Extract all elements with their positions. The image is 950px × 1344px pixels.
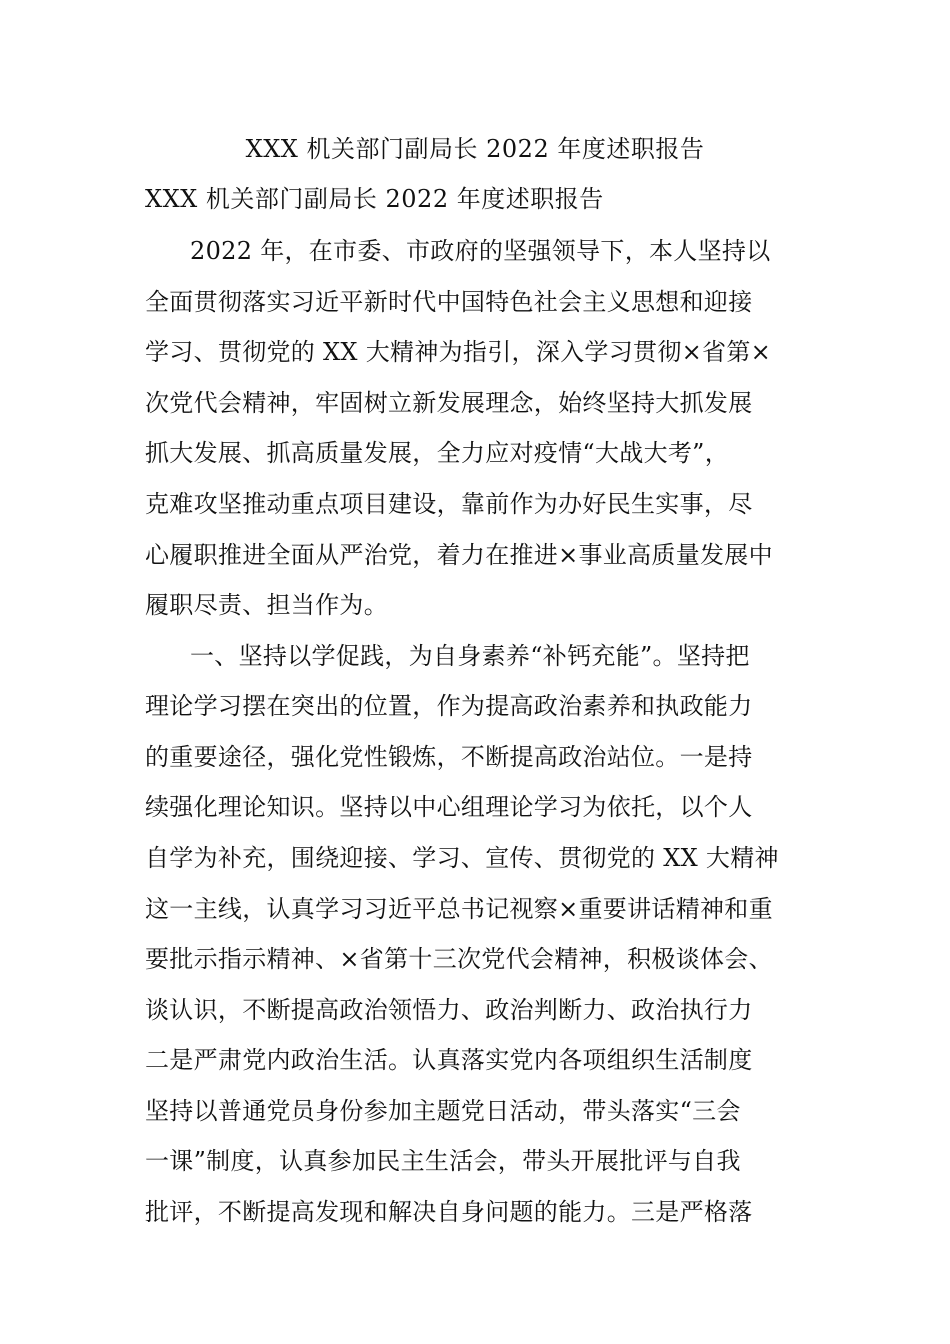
paragraph-line: 次党代会精神，牢固树立新发展理念，始终坚持大抓发展 <box>145 389 753 417</box>
paragraph-line: 要批示指示精神、×省第十三次党代会精神，积极谈体会、 <box>145 945 773 973</box>
paragraph-line: 心履职推进全面从严治党，着力在推进×事业高质量发展中 <box>145 541 773 569</box>
document-title: XXX 机关部门副局长 2022 年度述职报告 <box>245 135 705 163</box>
paragraph-line: 学习、贯彻党的 XX 大精神为指引，深入学习贯彻×省第× <box>145 338 772 366</box>
paragraph-line: 批评，不断提高发现和解决自身问题的能力。三是严格落 <box>145 1198 753 1226</box>
document-subtitle: XXX 机关部门副局长 2022 年度述职报告 <box>145 185 604 213</box>
paragraph-line: 续强化理论知识。坚持以中心组理论学习为依托，以个人 <box>145 793 753 821</box>
paragraph-line: 理论学习摆在突出的位置，作为提高政治素养和执政能力 <box>145 692 753 720</box>
paragraph-line: 一课”制度，认真参加民主生活会，带头开展批评与自我 <box>145 1147 741 1175</box>
paragraph-line: 全面贯彻落实习近平新时代中国特色社会主义思想和迎接 <box>145 288 753 316</box>
paragraph-line: 坚持以普通党员身份参加主题党日活动，带头落实“三会 <box>145 1097 741 1125</box>
paragraph-line: 履职尽责、担当作为。 <box>145 591 388 619</box>
paragraph-line: 这一主线，认真学习习近平总书记视察×重要讲话精神和重 <box>145 895 773 923</box>
paragraph-line: 谈认识，不断提高政治领悟力、政治判断力、政治执行力 <box>145 996 753 1024</box>
paragraph-line: 二是严肃党内政治生活。认真落实党内各项组织生活制度 <box>145 1046 753 1074</box>
paragraph-line: 2022 年，在市委、市政府的坚强领导下，本人坚持以 <box>190 237 771 265</box>
paragraph-line: 一、坚持以学促践，为自身素养“补钙充能”。坚持把 <box>190 642 750 670</box>
paragraph-line: 自学为补充，围绕迎接、学习、宣传、贯彻党的 XX 大精神 <box>145 844 779 872</box>
paragraph-line: 抓大发展、抓高质量发展，全力应对疫情“大战大考”， <box>145 439 730 467</box>
paragraph-line: 克难攻坚推动重点项目建设，靠前作为办好民生实事，尽 <box>145 490 753 518</box>
paragraph-line: 的重要途径，强化党性锻炼，不断提高政治站位。一是持 <box>145 743 753 771</box>
